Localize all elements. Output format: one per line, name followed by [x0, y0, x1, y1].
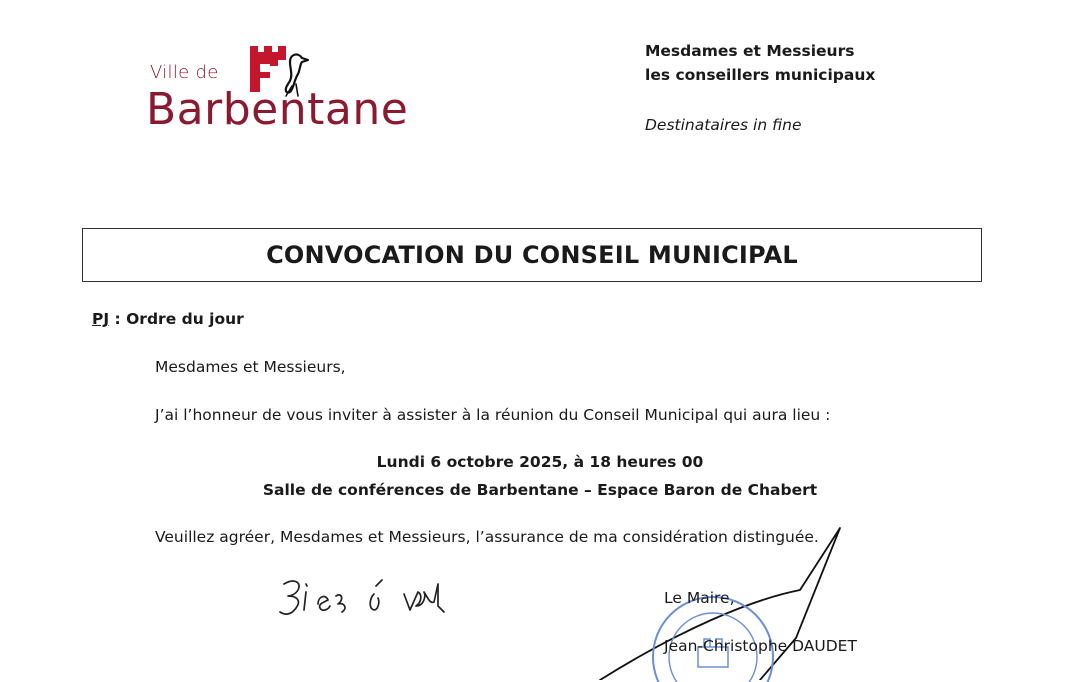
attachment-label: PJ [92, 310, 110, 328]
invitation-text: J’ai l’honneur de vous inviter à assister à la réunion du Conseil Municipal qui aura lieu : [155, 406, 831, 424]
document-title: CONVOCATION DU CONSEIL MUNICIPAL [266, 241, 798, 269]
logo-town-name: Barbentane [146, 84, 409, 135]
recipients-line-2: les conseillers municipaux [645, 66, 876, 84]
attachment-text: : Ordre du jour [109, 310, 244, 328]
recipients-line-1: Mesdames et Messieurs [645, 42, 855, 60]
signatory-role: Le Maire, [664, 589, 735, 607]
attachment-line [92, 310, 244, 328]
salutation: Mesdames et Messieurs, [155, 358, 346, 376]
closing-text: Veuillez agréer, Mesdames et Messieurs, l’assurance de ma considération distinguée. [155, 528, 819, 546]
signatory-name: Jean-Christophe DAUDET [664, 637, 857, 655]
recipients-note: Destinataires in fine [645, 116, 802, 134]
town-logo [146, 40, 416, 140]
title-box [82, 228, 982, 282]
meeting-venue: Salle de conférences de Barbentane – Espace Baron de Chabert [262, 481, 818, 499]
meeting-date: Lundi 6 octobre 2025, à 18 heures 00 [376, 453, 704, 471]
logo-prefix: Ville de [150, 62, 219, 83]
handwritten-note [276, 570, 476, 630]
